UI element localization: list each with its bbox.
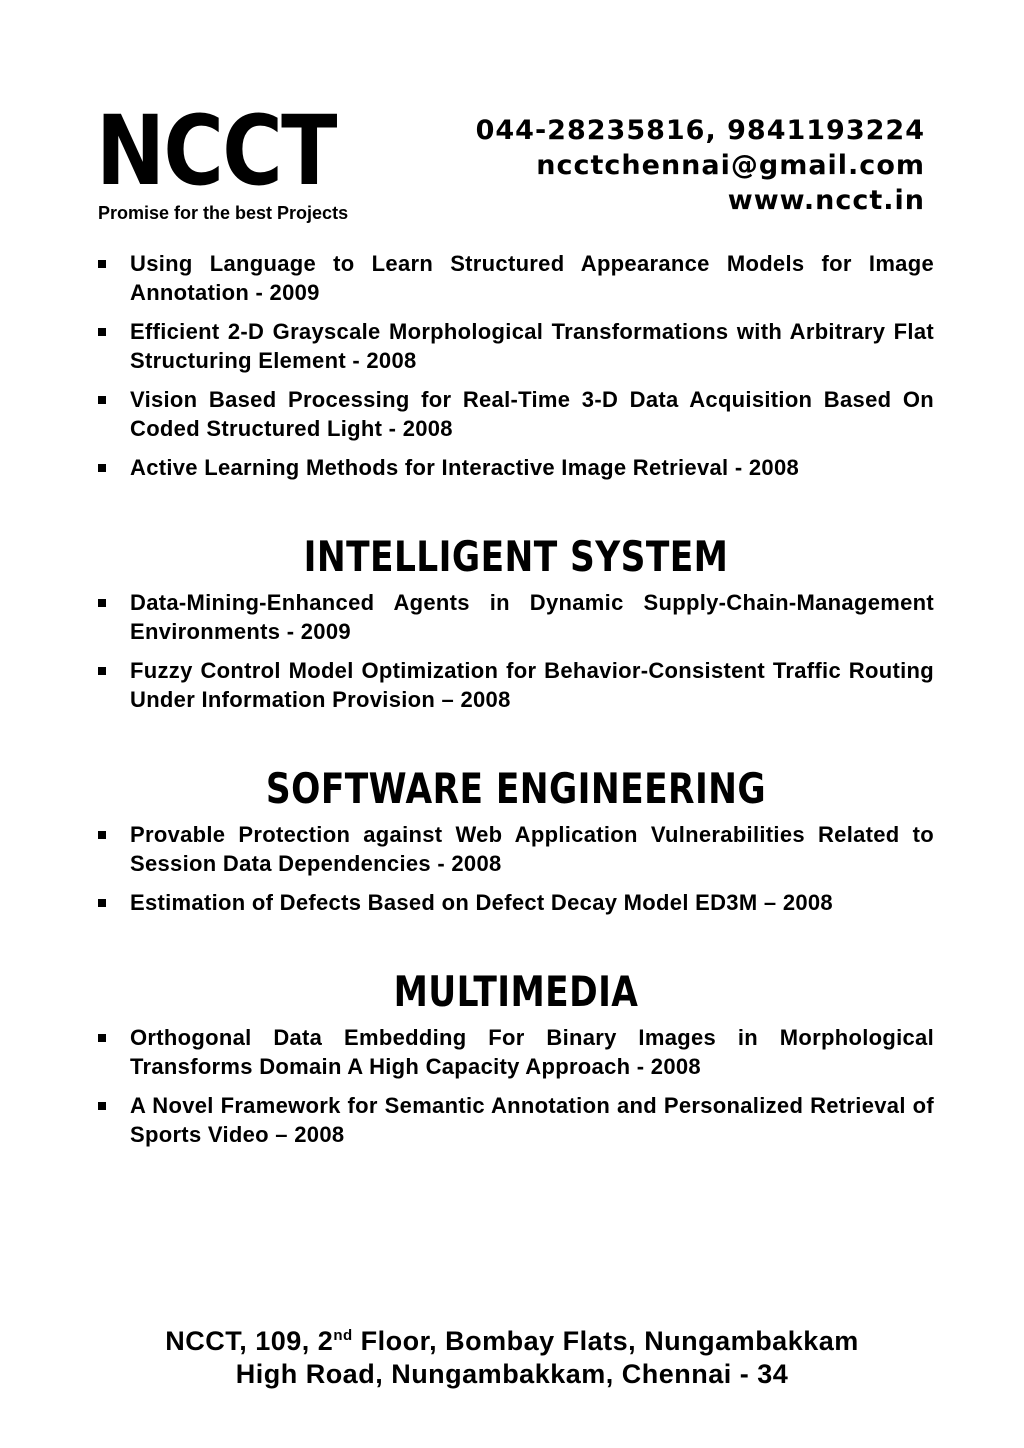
contact-block bbox=[476, 113, 925, 218]
section-title-software-engineering: SOFTWARE ENGINEERING bbox=[265, 764, 767, 813]
list-item bbox=[98, 656, 934, 714]
section-title-multimedia: MULTIMEDIA bbox=[393, 967, 639, 1016]
list-item bbox=[98, 317, 934, 375]
bullet-icon bbox=[98, 1034, 106, 1042]
section-title-intelligent-system: INTELLIGENT SYSTEM bbox=[303, 532, 729, 581]
item-text: Fuzzy Control Model Optimization for Behavior-Consistent Traffic Routing Under Information Provision – 2008 bbox=[130, 658, 934, 712]
bullet-icon bbox=[98, 667, 106, 675]
intro-project-list bbox=[98, 249, 934, 482]
multimedia-list bbox=[98, 1023, 934, 1149]
bullet-icon bbox=[98, 899, 106, 907]
item-text: A Novel Framework for Semantic Annotation and Personalized Retrieval of Sports Video – 2008 bbox=[130, 1093, 934, 1147]
bullet-icon bbox=[98, 599, 106, 607]
list-item bbox=[98, 385, 934, 443]
address-line-2: High Road, Nungambakkam, Chennai - 34 bbox=[235, 1359, 789, 1389]
address-line-1-suffix: Floor, Bombay Flats, Nungambakkam bbox=[352, 1326, 859, 1356]
item-text: Data-Mining-Enhanced Agents in Dynamic Supply-Chain-Management Environments - 2009 bbox=[130, 590, 934, 644]
item-text: Active Learning Methods for Interactive Image Retrieval - 2008 bbox=[130, 455, 800, 480]
bullet-icon bbox=[98, 328, 106, 336]
list-item bbox=[98, 820, 934, 878]
list-item bbox=[98, 249, 934, 307]
item-text: Orthogonal Data Embedding For Binary Images in Morphological Transforms Domain A High Capacity Approach - 2008 bbox=[130, 1025, 934, 1079]
logo: NCCT bbox=[96, 95, 336, 207]
software-engineering-list bbox=[98, 820, 934, 917]
email-address: ncctchennai@gmail.com bbox=[536, 150, 925, 181]
footer-address bbox=[0, 1319, 1024, 1391]
item-text: Using Language to Learn Structured Appearance Models for Image Annotation - 2009 bbox=[130, 251, 934, 305]
list-item bbox=[98, 588, 934, 646]
list-item bbox=[98, 1023, 934, 1081]
content bbox=[98, 249, 934, 1159]
item-text: Efficient 2-D Grayscale Morphological Transformations with Arbitrary Flat Structuring Element - 2008 bbox=[130, 319, 934, 373]
item-text: Estimation of Defects Based on Defect Decay Model ED3M – 2008 bbox=[130, 890, 833, 915]
list-item bbox=[98, 1091, 934, 1149]
list-item bbox=[98, 453, 934, 482]
bullet-icon bbox=[98, 464, 106, 472]
bullet-icon bbox=[98, 831, 106, 839]
intelligent-system-list bbox=[98, 588, 934, 714]
bullet-icon bbox=[98, 260, 106, 268]
address-ordinal: nd bbox=[333, 1327, 353, 1344]
phone-numbers: 044-28235816, 9841193224 bbox=[475, 115, 925, 146]
bullet-icon bbox=[98, 1102, 106, 1110]
item-text: Provable Protection against Web Application Vulnerabilities Related to Session Data Dependencies - 2008 bbox=[130, 822, 934, 876]
list-item bbox=[98, 888, 934, 917]
bullet-icon bbox=[98, 396, 106, 404]
address-line-1-prefix: NCCT, 109, 2 bbox=[165, 1326, 334, 1356]
website-url: www.ncct.in bbox=[727, 185, 925, 216]
item-text: Vision Based Processing for Real-Time 3-D Data Acquisition Based On Coded Structured Light - 2008 bbox=[130, 387, 934, 441]
tagline: Promise for the best Projects bbox=[98, 203, 349, 223]
address-line-1 bbox=[0, 1319, 1024, 1358]
